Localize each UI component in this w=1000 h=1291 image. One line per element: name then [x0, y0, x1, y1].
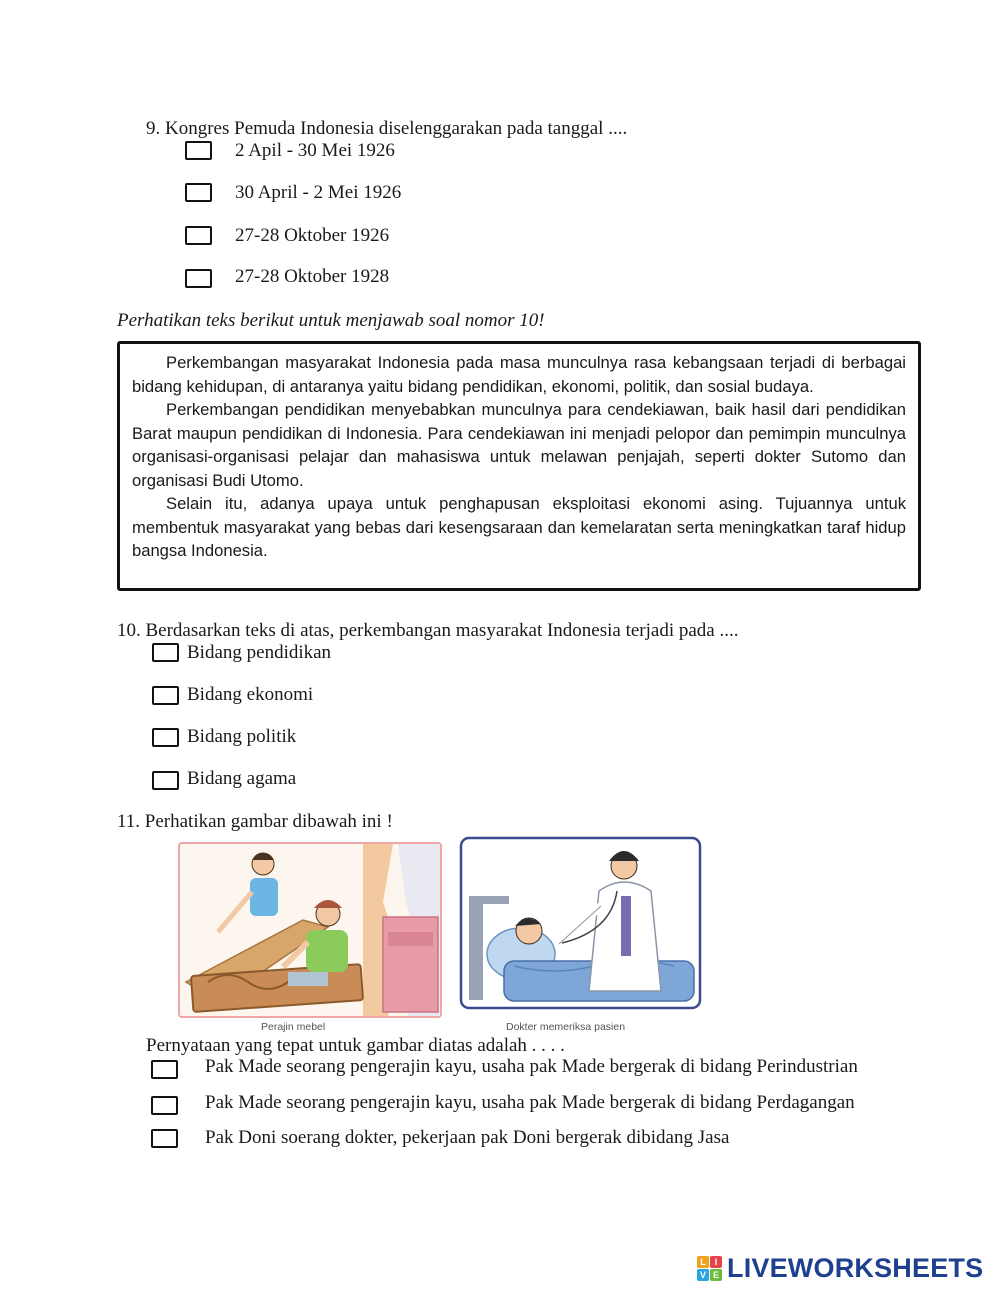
liveworksheets-logo-icon	[697, 1256, 723, 1282]
q11-option-2-label: Pak Made seorang pengerajin kayu, usaha pak Made bergerak di bidang Perdagangan	[205, 1092, 855, 1113]
q10-option-3-checkbox[interactable]	[152, 728, 179, 747]
logo-tile-v: V	[697, 1269, 709, 1281]
passage-paragraph-3: Selain itu, adanya upaya untuk penghapusan eksploitasi ekonomi asing. Tujuannya untuk membentuk masyarakat yang bebas dari kesengsaraan dan kemelaratan serta meningkatkan taraf hidup bangsa Indonesia.	[132, 494, 906, 560]
passage-instruction: Perhatikan teks berikut untuk menjawab soal nomor 10!	[117, 310, 545, 331]
logo-tile-i: I	[710, 1256, 722, 1268]
passage-paragraph-1: Perkembangan masyarakat Indonesia pada masa munculnya rasa kebangsaan terjadi di berbagai bidang kehidupan, di antaranya yaitu bidang pendidikan, ekonomi, politik, dan sosial budaya.	[132, 353, 906, 396]
q9-option-4-label: 27-28 Oktober 1928	[235, 266, 390, 287]
logo-tile-e: E	[710, 1269, 722, 1281]
q9-option-1-label: 2 Apil - 30 Mei 1926	[235, 140, 395, 161]
q10-option-1-label: Bidang pendidikan	[187, 642, 332, 663]
q10-option-3-label: Bidang politik	[187, 726, 297, 747]
q10-option-4-label: Bidang agama	[187, 768, 297, 789]
q9-option-3-label: 27-28 Oktober 1926	[235, 225, 390, 246]
q10-option-2-label: Bidang ekonomi	[187, 684, 314, 705]
liveworksheets-brand-text: LIVEWORKSHEETS	[727, 1253, 984, 1283]
passage-paragraph-2: Perkembangan pendidikan menyebabkan munculnya para cendekiawan, baik hasil dari pendidikan Barat maupun pendidikan di Indonesia. Para cendekiawan ini menjadi pelopor dan pemimpin munculnya organisasi-organisasi pelajar dan mahasiswa untuk melawan penjajah, seperti dokter Sutomo dan organisasi Budi Utomo.	[132, 400, 906, 490]
image-1-caption: Perajin mebel	[261, 1021, 326, 1033]
q10-option-4-checkbox[interactable]	[152, 771, 179, 790]
reading-passage-box	[117, 341, 921, 591]
question-11-statement: Pernyataan yang tepat untuk gambar diatas adalah . . . .	[146, 1035, 565, 1056]
q11-option-3-checkbox[interactable]	[151, 1129, 178, 1148]
q9-option-1-checkbox[interactable]	[185, 141, 212, 160]
furniture-craftsman-illustration	[178, 842, 442, 1018]
q11-option-1-checkbox[interactable]	[151, 1060, 178, 1079]
q9-option-2-label: 30 April - 2 Mei 1926	[235, 182, 402, 203]
q9-option-2-checkbox[interactable]	[185, 183, 212, 202]
question-9-text: 9. Kongres Pemuda Indonesia diselenggarakan pada tanggal ....	[146, 118, 628, 139]
q10-option-2-checkbox[interactable]	[152, 686, 179, 705]
q10-option-1-checkbox[interactable]	[152, 643, 179, 662]
image-2-caption: Dokter memeriksa pasien	[506, 1021, 626, 1033]
question-11-text: 11. Perhatikan gambar dibawah ini !	[117, 811, 393, 832]
q11-option-2-checkbox[interactable]	[151, 1096, 178, 1115]
q9-option-4-checkbox[interactable]	[185, 269, 212, 288]
doctor-examining-patient-illustration	[459, 836, 702, 1010]
q11-option-1-label: Pak Made seorang pengerajin kayu, usaha pak Made bergerak di bidang Perindustrian	[205, 1056, 858, 1077]
q9-option-3-checkbox[interactable]	[185, 226, 212, 245]
question-10-text: 10. Berdasarkan teks di atas, perkembangan masyarakat Indonesia terjadi pada ....	[117, 620, 739, 641]
logo-tile-l: L	[697, 1256, 709, 1268]
q11-option-3-label: Pak Doni soerang dokter, pekerjaan pak Doni bergerak dibidang Jasa	[205, 1127, 730, 1148]
